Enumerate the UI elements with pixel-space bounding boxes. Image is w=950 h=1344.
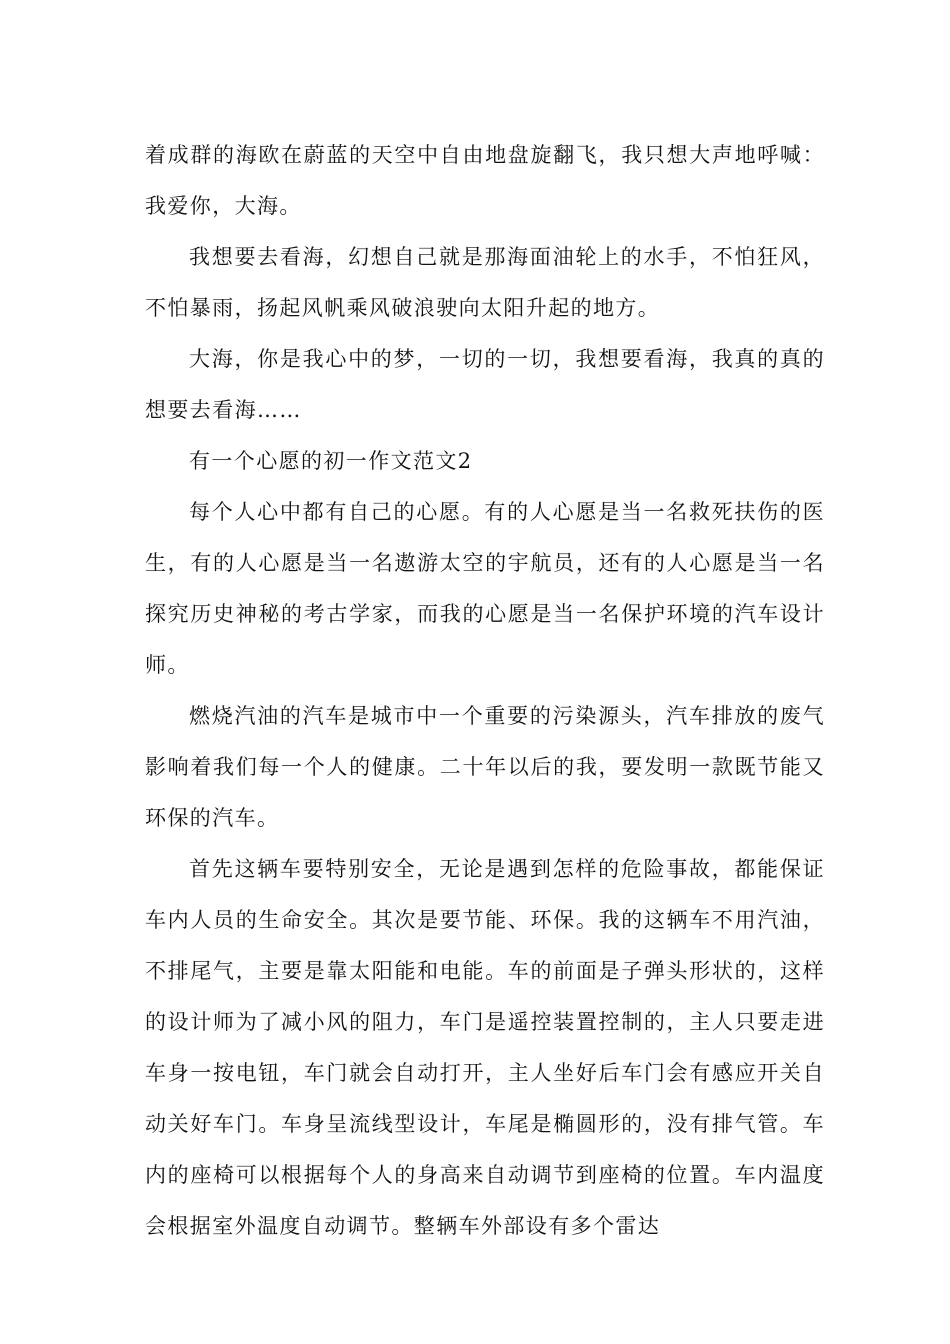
paragraph-1: 着成群的海欧在蔚蓝的天空中自由地盘旋翻飞，我只想大声地呼喊：我爱你，大海。	[145, 143, 825, 218]
section-paragraph-2: 燃烧汽油的汽车是城市中一个重要的污染源头，汽车排放的废气影响着我们每一个人的健康。二十年以后的我，要发明一款既节能又环保的汽车。	[145, 704, 825, 830]
section-paragraph-1: 每个人心中都有自己的心愿。有的人心愿是当一名救死扶伤的医生，有的人心愿是当一名遨游太空的宇航员，还有的人心愿是当一名探究历史神秘的考古学家，而我的心愿是当一名保护环境的汽车设计师。	[145, 500, 825, 677]
section-title: 有一个心愿的初一作文范文2	[189, 449, 473, 473]
section-paragraph-3: 首先这辆车要特别安全，无论是遇到怎样的危险事故，都能保证车内人员的生命安全。其次是要节能、环保。我的这辆车不用汽油，不排尾气，主要是靠太阳能和电能。车的前面是子弹头形状的，这样的设计师为了减小风的阻力，车门是遥控装置控制的，主人只要走进车身一按电钮，车门就会自动打开，主人坐好后车门会有感应开关自动关好车门。车身呈流线型设计，车尾是椭圆形的，没有排气管。车内的座椅可以根据每个人的身高来自动调节到座椅的位置。车内温度会根据室外温度自动调节。整辆车外部设有多个雷达	[145, 857, 825, 1238]
paragraph-2: 我想要去看海，幻想自己就是那海面油轮上的水手，不怕狂风，不怕暴雨，扬起风帆乘风破浪驶向太阳升起的地方。	[145, 245, 825, 320]
paragraph-3: 大海，你是我心中的梦，一切的一切，我想要看海，我真的真的想要去看海……	[145, 347, 825, 422]
